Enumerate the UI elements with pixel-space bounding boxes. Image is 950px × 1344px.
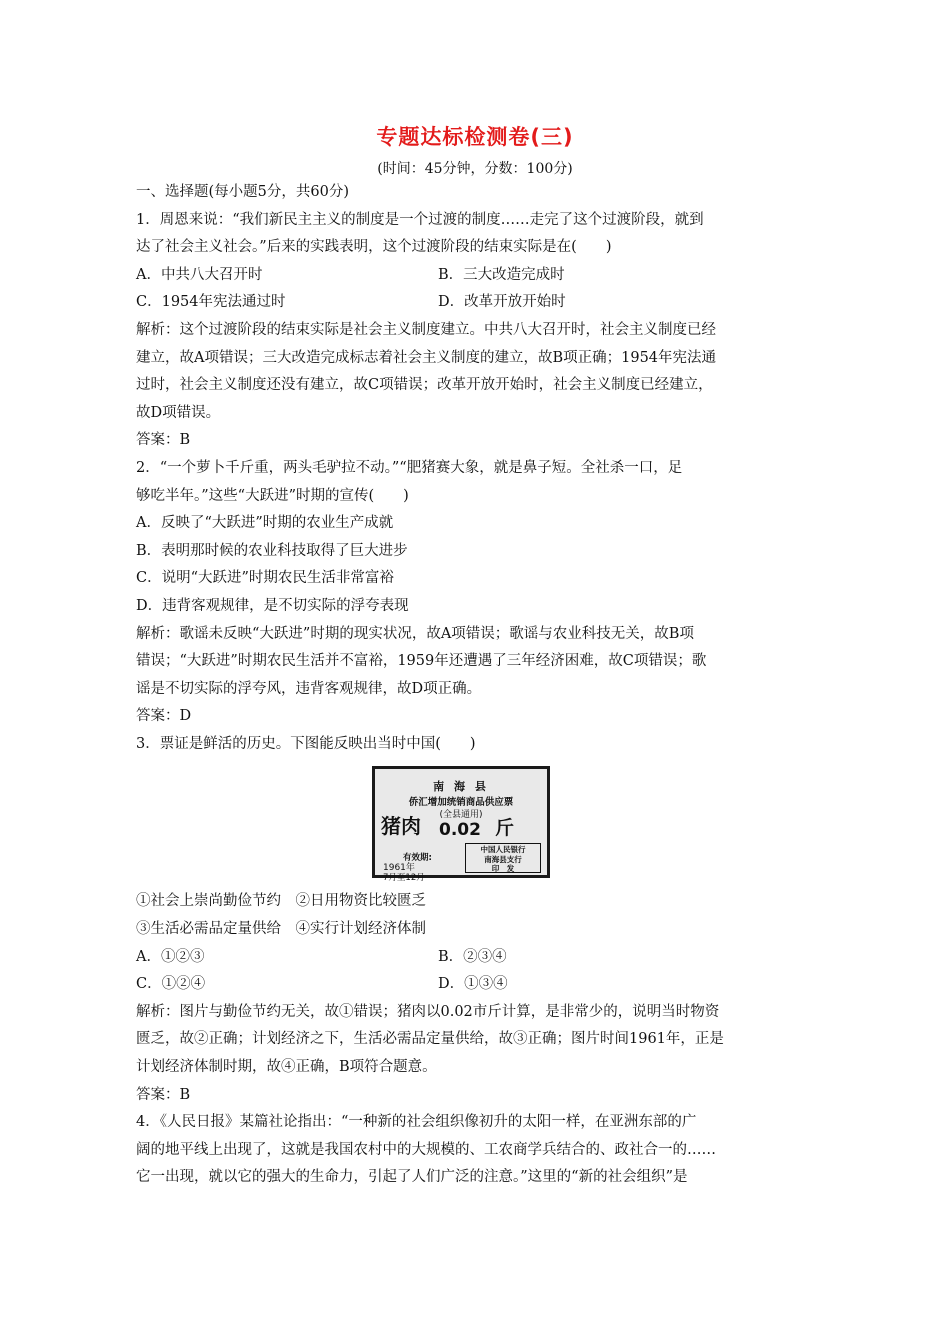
answer: 答案：B: [136, 432, 191, 449]
ration-ticket-image: [372, 766, 550, 884]
figure: [136, 758, 816, 888]
section-heading: 一、选择题(每小题5分，共60分): [136, 184, 349, 200]
question-stem-line: 阔的地平线上出现了，这就是我国农村中的大规模的、工农商学兵结合的、政社合一的……: [136, 1141, 716, 1158]
option-b: B．②③④: [438, 948, 507, 965]
question-stem-line: 4．《人民日报》某篇社论指出：“一种新的社会组织像初升的太阳一样，在亚洲东部的广: [136, 1114, 697, 1131]
option-c: C．①②④: [136, 976, 206, 993]
page-title: 专题达标检测卷(三): [376, 125, 574, 149]
analysis-line: 建立，故A项错误；三大改造完成标志着社会主义制度的建立，故B项正确；1954年宪法通: [136, 349, 717, 366]
ticket-unit: 斤: [495, 817, 515, 840]
statement-line: ①社会上崇尚勤俭节约 ②日用物资比较匮乏: [136, 893, 426, 910]
option-row: [136, 289, 816, 317]
option-b: B．三大改造完成时: [438, 266, 565, 283]
option-a: A．中共八大召开时: [136, 266, 263, 283]
document-body: [136, 179, 816, 1192]
option-b: B．表明那时候的农业科技取得了巨大进步: [136, 542, 408, 559]
analysis-line: 解析：歌谣未反映“大跃进”时期的现实状况，故A项错误；歌谣与农业科技无关，故B项: [136, 625, 694, 642]
option-a: A．反映了“大跃进”时期的农业生产成就: [136, 515, 394, 532]
option-c: C．说明“大跃进”时期农民生活非常富裕: [136, 570, 394, 587]
ticket-type: 侨汇增加统销商品供应票: [408, 797, 514, 809]
analysis-line: 计划经济体制时期，故④正确，B项符合题意。: [136, 1059, 437, 1076]
analysis-line: 匮乏，故②正确；计划经济之下，生活必需品定量供给，故③正确；图片时间1961年，正是: [136, 1031, 724, 1048]
question-stem-line: 它一出现，就以它的强大的生命力，引起了人们广泛的注意。”这里的“新的社会组织”是: [136, 1169, 688, 1186]
ticket-period-year: 1961年: [383, 863, 415, 874]
option-d: D．①③④: [438, 976, 508, 993]
question-stem-line: 2．“一个萝卜千斤重，两头毛驴拉不动。”“肥猪赛大象，就是鼻子短。全社杀一口，足: [136, 459, 683, 476]
ticket-item: 猪肉: [381, 814, 421, 839]
analysis-line: 谣是不切实际的浮夸风，违背客观规律，故D项正确。: [136, 680, 482, 697]
answer: 答案：B: [136, 1086, 191, 1103]
ticket-amount: 0.02: [439, 820, 481, 841]
answer: 答案：D: [136, 708, 192, 725]
page-subtitle: (时间：45分钟，分数：100分): [377, 161, 573, 177]
analysis-line: 解析：这个过渡阶段的结束实际是社会主义制度建立。中共八大召开时，社会主义制度已经: [136, 321, 716, 338]
ticket-period-months: 7月至12月: [383, 873, 425, 884]
question-stem-line: 达了社会主义社会。”后来的实践表明，这个过渡阶段的结束实际是在( ): [136, 239, 612, 256]
question-stem-line: 1．周恩来说：“我们新民主主义的制度是一个过渡的制度……走完了这个过渡阶段，就到: [136, 211, 704, 228]
option-c: C．1954年宪法通过时: [136, 294, 286, 311]
option-d: D．改革开放开始时: [438, 294, 566, 311]
ticket-scope: (全县通用): [439, 810, 483, 821]
option-d: D．违背客观规律，是不切实际的浮夸表现: [136, 597, 409, 614]
option-a: A．①②③: [136, 948, 205, 965]
analysis-line: 解析：图片与勤俭节约无关，故①错误；猪肉以0.02市斤计算，是非常少的，说明当时物资: [136, 1003, 720, 1020]
ticket-stamp: [465, 843, 541, 873]
question-stem-line: 3．票证是鲜活的历史。下图能反映出当时中国( ): [136, 735, 476, 752]
question-stem-line: 够吃半年。”这些“大跃进”时期的宣传( ): [136, 487, 409, 504]
option-row: [136, 262, 816, 290]
analysis-line: 错误；“大跃进”时期农民生活并不富裕，1959年还遭遇了三年经济困难，故C项错误；歌: [136, 653, 707, 670]
ticket-face: [375, 769, 547, 884]
ticket-county: 南 海 县: [433, 780, 489, 794]
analysis-line: 故D项错误。: [136, 404, 221, 421]
question-3: [136, 731, 816, 1109]
option-row: [136, 971, 816, 999]
stamp-line: 印 发: [491, 863, 515, 873]
question-4: [136, 1109, 816, 1192]
question-1: [136, 207, 816, 455]
analysis-line: 过时，社会主义制度还没有建立，故C项错误；改革开放开始时，社会主义制度已经建立，: [136, 377, 713, 394]
stamp-line: 中国人民银行: [480, 845, 526, 855]
question-2: [136, 455, 816, 731]
option-row: [136, 944, 816, 972]
stamp-line: 南海县支行: [484, 854, 522, 864]
ticket-valid-label: 有效期:: [403, 853, 432, 864]
statement-line: ③生活必需品定量供给 ④实行计划经济体制: [136, 921, 426, 938]
